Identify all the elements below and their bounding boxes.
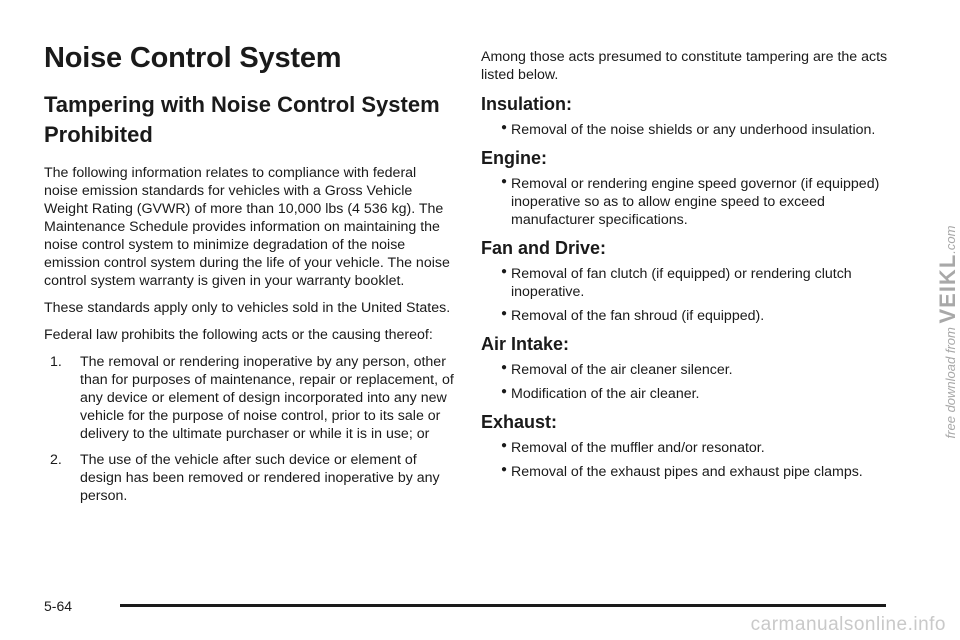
left-column [44,40,454,513]
page-number: 5-64 [44,598,73,614]
list-item [481,385,901,403]
list-text: Removal of the air cleaner silencer. [511,362,733,378]
list-text: The removal or rendering inoperative by any person, other than for purposes of maintenance, repair or replacement, of any device or element of design incorporated into any new vehicle for the purpose of noise control, prior to its sale or delivery to the ultimate purchaser or while it is in use; or [80,354,454,442]
bullet-icon: ● [501,464,508,475]
list-text: Removal of the muffler and/or resonator. [511,440,765,456]
section-fan-and-drive [481,237,901,325]
paragraph: These standards apply only to vehicles sold in the United States. [44,300,451,316]
bullet-icon: ● [501,176,508,187]
footer-rule [120,604,886,607]
bullet-list [481,439,901,481]
list-item [481,307,901,325]
numbered-list [44,353,454,505]
bullet-list [481,121,901,139]
bullet-list [481,361,901,403]
list-item [481,121,901,139]
watermark-brand: VEIKL [935,253,960,324]
side-watermark [935,226,960,439]
intro-paragraph: Among those acts presumed to constitute tampering are the acts listed below. [481,49,888,83]
bullet-icon: ● [501,386,508,397]
list-item [481,439,901,457]
bullet-icon: ● [501,308,508,319]
section-insulation [481,93,901,139]
list-text: Modification of the air cleaner. [511,386,700,402]
bullet-list [481,175,901,229]
list-text: The use of the vehicle after such device or element of design has been removed or rendered inoperative by any person. [80,452,440,504]
section-air-intake [481,333,901,403]
bullet-icon: ● [501,122,508,133]
list-item [50,353,454,443]
section-subtitle: Tampering with Noise Control System Prohibited [44,92,440,147]
section-heading: Fan and Drive: [481,238,607,258]
bullet-icon: ● [501,440,508,451]
footer-site-url: carmanualsonline.info [750,614,946,635]
list-text: Removal of the exhaust pipes and exhaust pipe clamps. [511,464,863,480]
list-text: Removal or rendering engine speed governor (if equipped) inoperative so as to allow engine speed to exceed manufacturer specifications. [511,176,880,228]
right-column [481,48,901,489]
list-item [481,265,901,301]
bullet-icon: ● [501,362,508,373]
list-text: Removal of the fan shroud (if equipped). [511,308,765,324]
list-number: 2. [50,452,62,468]
paragraph: The following information relates to compliance with federal noise emission standards for vehicles with a Gross Vehicle Weight Rating (GVWR) of more than 10,000 lbs (4 536 kg). The Maintenance Schedule provides information on maintaining the noise control system to minimize degradation of the noise emission control system during the life of your vehicle. The noise control system warranty is given in your warranty booklet. [44,165,450,289]
list-item [481,361,901,379]
section-heading: Exhaust: [481,412,558,432]
list-item [481,463,901,481]
section-heading: Engine: [481,148,547,168]
bullet-icon: ● [501,266,508,277]
list-item [481,175,901,229]
list-text: Removal of the noise shields or any underhood insulation. [511,122,876,138]
watermark-suffix: .com [943,225,958,254]
paragraph: Federal law prohibits the following acts or the causing thereof: [44,327,433,343]
list-number: 1. [50,354,62,370]
list-text: Removal of fan clutch (if equipped) or rendering clutch inoperative. [511,266,852,300]
section-exhaust [481,411,901,481]
section-heading: Insulation: [481,94,572,114]
section-heading: Air Intake: [481,334,570,354]
section-engine [481,147,901,229]
watermark-prefix: free download from [943,327,958,439]
list-item [50,451,454,505]
bullet-list [481,265,901,325]
page-title: Noise Control System [44,42,342,74]
